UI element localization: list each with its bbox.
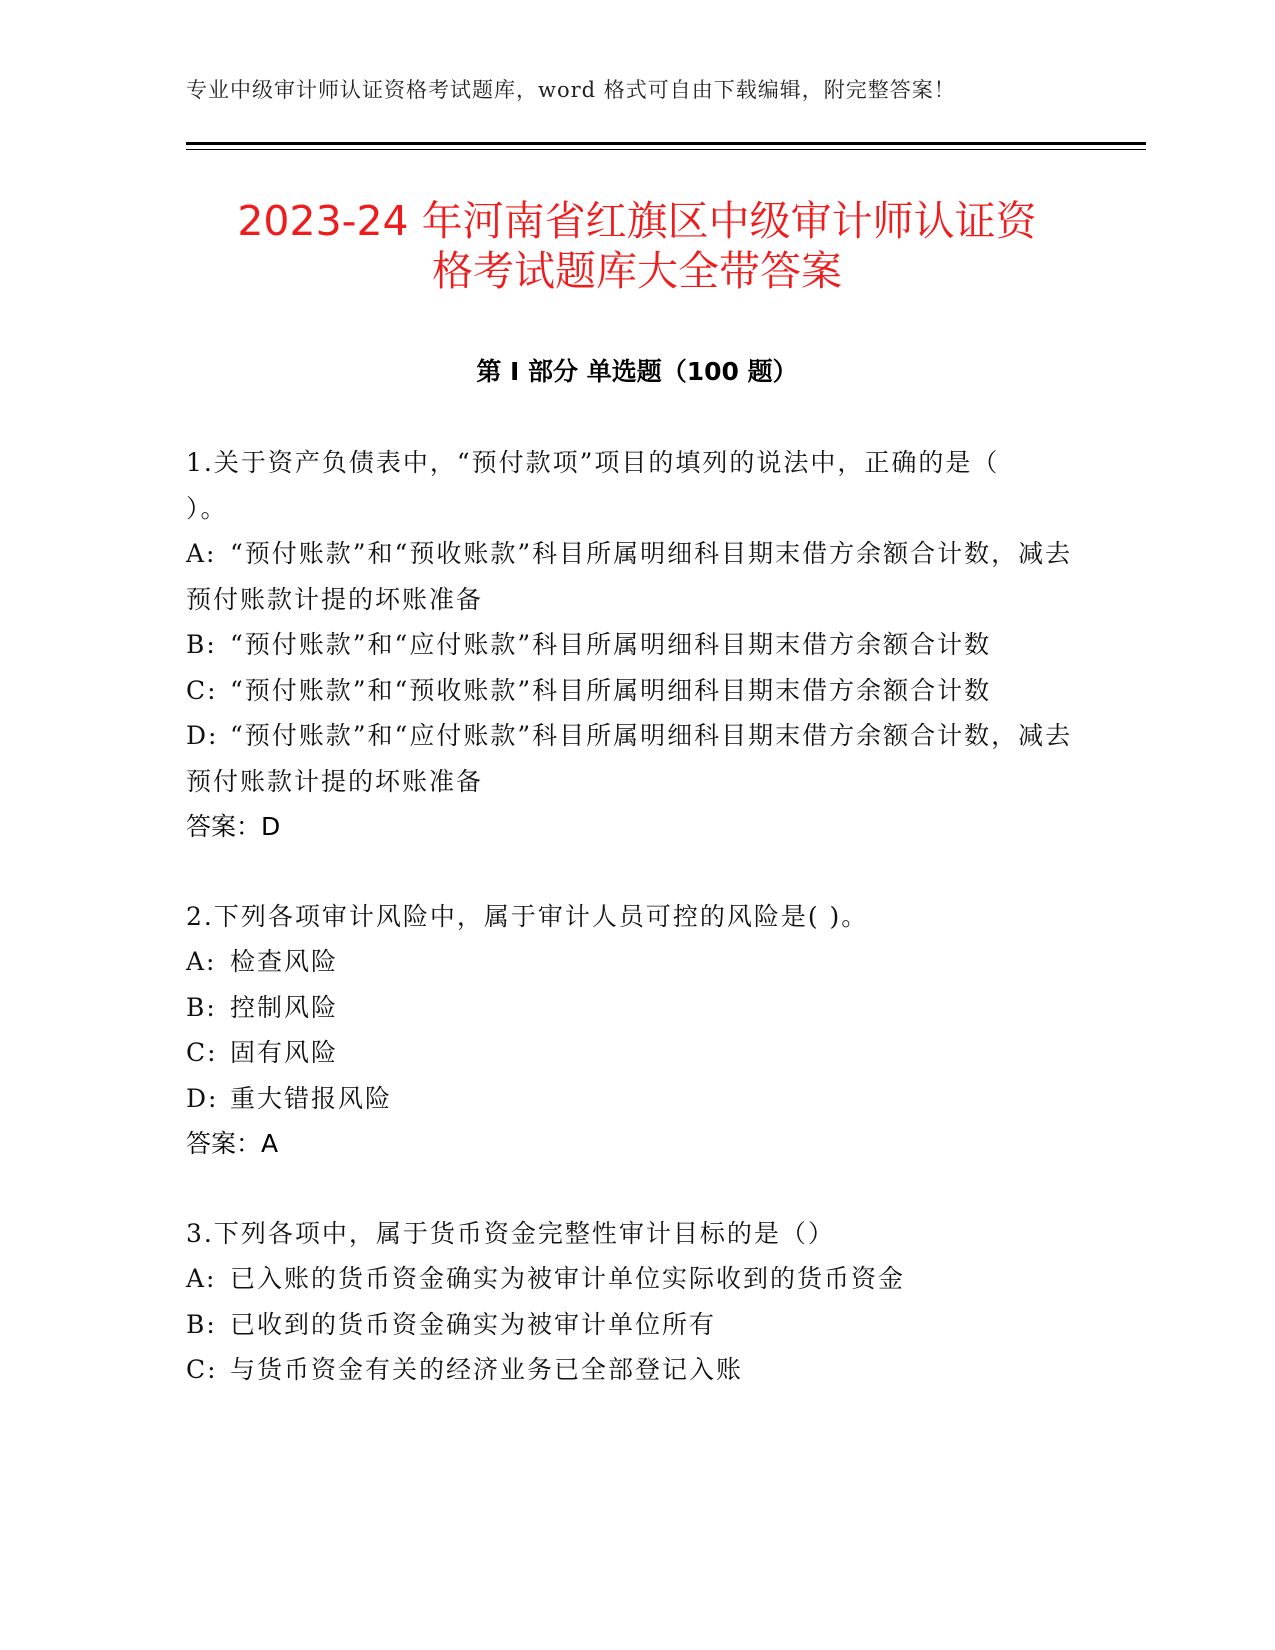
option-label: D: — [186, 1083, 219, 1113]
section-title: 第 I 部分 单选题（100 题） — [476, 357, 798, 386]
option-label: A: — [186, 947, 217, 976]
option-c — [186, 1347, 1081, 1393]
question-1 — [186, 440, 1081, 850]
option-b — [186, 985, 1081, 1031]
option-label: C: — [186, 675, 218, 705]
document-title-line-1: 2023-24 年河南省红旗区中级审计师认证资 — [237, 197, 1037, 245]
question-3 — [186, 1211, 1081, 1393]
question-stem: 2.下列各项审计风险中，属于审计人员可控的风险是( )。 — [186, 901, 869, 931]
option-a — [186, 939, 1081, 985]
option-b — [186, 1302, 1081, 1348]
option-text: “预付账款”和“预收账款”科目所属明细科目期末借方余额合计数，减去预付账款计提的坏账准备 — [186, 539, 1073, 614]
option-c — [186, 668, 1081, 714]
option-c — [186, 1030, 1081, 1076]
header-rule-thick — [186, 142, 1146, 145]
option-text: “预付账款”和“预收账款”科目所属明细科目期末借方余额合计数 — [230, 675, 992, 705]
option-label: D: — [186, 721, 219, 750]
header-rule-thin — [186, 149, 1146, 150]
page-header: 专业中级审计师认证资格考试题库，word 格式可自由下载编辑，附完整答案！ — [186, 78, 956, 102]
question-list — [186, 440, 1081, 1437]
question-stem: 3.下列各项中，属于货币资金完整性审计目标的是（） — [186, 1218, 835, 1248]
option-label: A: — [186, 539, 217, 568]
option-label: A: — [186, 1264, 217, 1293]
option-text: 控制风险 — [230, 992, 339, 1022]
option-text: 已收到的货币资金确实为被审计单位所有 — [230, 1309, 717, 1339]
option-text: 固有风险 — [230, 1038, 339, 1067]
answer: 答案：A — [186, 1129, 279, 1158]
option-text: “预付账款”和“应付账款”科目所属明细科目期末借方余额合计数，减去预付账款计提的坏账准备 — [186, 721, 1073, 796]
option-d — [186, 713, 1081, 804]
document-title-line-2: 格考试题库大全带答案 — [432, 247, 842, 295]
option-a — [186, 1256, 1081, 1302]
option-label: B: — [186, 630, 217, 659]
document-title — [137, 196, 1137, 296]
option-d — [186, 1076, 1081, 1122]
option-text: 与货币资金有关的经济业务已全部登记入账 — [230, 1355, 744, 1384]
option-a — [186, 531, 1081, 622]
option-label: B: — [186, 992, 217, 1022]
answer: 答案：D — [186, 812, 281, 841]
option-label: B: — [186, 1309, 217, 1339]
option-label: C: — [186, 1355, 218, 1384]
option-text: 重大错报风险 — [230, 1083, 393, 1113]
question-2 — [186, 894, 1081, 1167]
option-text: “预付账款”和“应付账款”科目所属明细科目期末借方余额合计数 — [230, 630, 992, 659]
option-b — [186, 622, 1081, 668]
option-label: C: — [186, 1038, 218, 1067]
question-stem: 1.关于资产负债表中，“预付款项”项目的填列的说法中，正确的是（ ）。 — [186, 448, 1054, 523]
option-text: 检查风险 — [230, 947, 339, 976]
option-text: 已入账的货币资金确实为被审计单位实际收到的货币资金 — [230, 1264, 906, 1293]
